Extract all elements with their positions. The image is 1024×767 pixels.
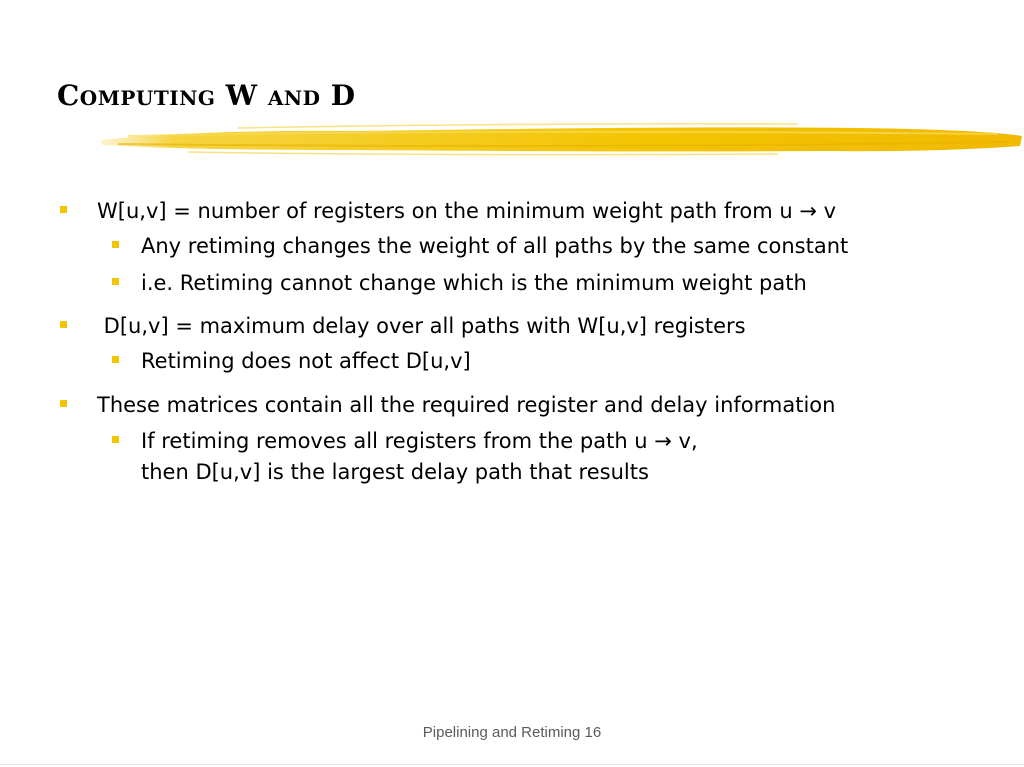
footer-divider: [0, 764, 1024, 765]
sub-bullet-text: i.e. Retiming cannot change which is the minimum weight path: [141, 271, 807, 295]
slide-footer: [0, 724, 1024, 741]
bullet-marker: [60, 206, 67, 213]
sub-bullet-text: Retiming does not affect D[u,v]: [141, 349, 471, 373]
sub-bullet-marker: [112, 356, 119, 363]
sub-bullet-marker: [112, 241, 119, 248]
bullet-text: W[u,v] = number of registers on the minimum weight path from u → v: [97, 199, 837, 223]
sub-bullet-text-continuation: then D[u,v] is the largest delay path that results: [141, 460, 649, 484]
sub-bullet-marker: [112, 436, 119, 443]
sub-bullet-text: Any retiming changes the weight of all paths by the same constant: [141, 234, 849, 258]
bullet-text: These matrices contain all the required register and delay information: [97, 393, 836, 417]
sub-bullet-text: If retiming removes all registers from the path u → v,: [141, 429, 698, 453]
bullet-marker: [60, 400, 67, 407]
footer-text: Pipelining and Retiming 16: [422, 724, 602, 741]
sub-bullet-marker: [112, 278, 119, 285]
bullet-text: D[u,v] = maximum delay over all paths with W[u,v] registers: [97, 314, 746, 338]
bullet-marker: [60, 321, 67, 328]
slide-title: Computing W and D: [57, 79, 356, 112]
yellow-brush-stroke: [98, 118, 1024, 162]
